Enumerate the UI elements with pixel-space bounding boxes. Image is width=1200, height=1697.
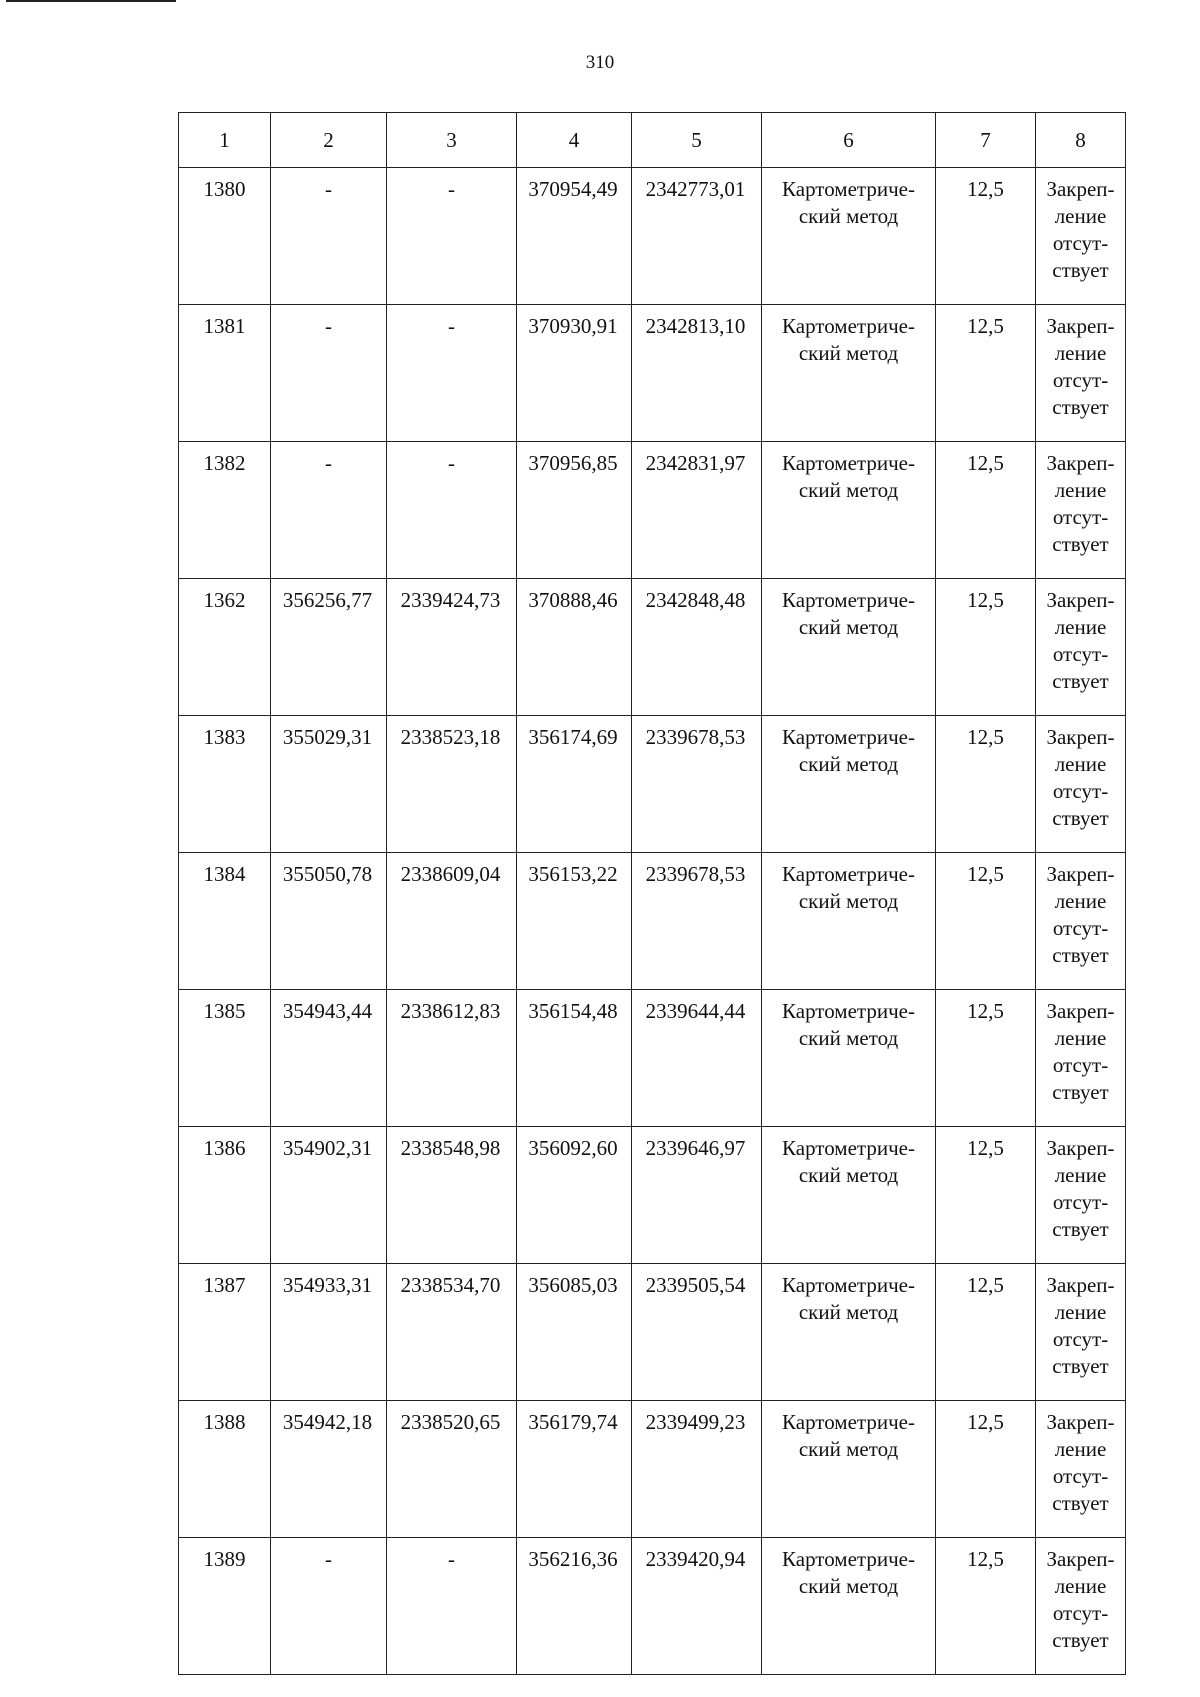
table-row: [179, 442, 1126, 579]
header-cell: 4: [517, 113, 632, 168]
old-x-cell: -: [271, 1538, 387, 1675]
accuracy-cell: 12,5: [936, 1127, 1036, 1264]
fixation-cell: [1036, 990, 1126, 1127]
old-x-cell: -: [271, 305, 387, 442]
old-y-cell: -: [387, 442, 517, 579]
table-row: [179, 1401, 1126, 1538]
table-body: [179, 113, 1126, 1675]
fixation-cell: [1036, 305, 1126, 442]
fixation-text: Закреп- ление отсут- ствует: [1046, 1410, 1115, 1515]
method-cell: [762, 990, 936, 1127]
accuracy-cell: 12,5: [936, 1538, 1036, 1675]
point-number-cell: 1380: [179, 168, 271, 305]
fixation-text: Закреп- ление отсут- ствует: [1046, 177, 1115, 282]
header-cell: 7: [936, 113, 1036, 168]
table-row: [179, 716, 1126, 853]
old-y-cell: 2338534,70: [387, 1264, 517, 1401]
method-text: Картометриче- ский метод: [782, 1547, 915, 1598]
method-text: Картометриче- ский метод: [782, 1273, 915, 1324]
fixation-text: Закреп- ление отсут- ствует: [1046, 725, 1115, 830]
top-rule: [6, 0, 176, 2]
method-text: Картометриче- ский метод: [782, 862, 915, 913]
accuracy-cell: 12,5: [936, 990, 1036, 1127]
old-x-cell: 355029,31: [271, 716, 387, 853]
accuracy-cell: 12,5: [936, 853, 1036, 990]
new-y-cell: 2342813,10: [632, 305, 762, 442]
point-number-cell: 1362: [179, 579, 271, 716]
fixation-text: Закреп- ление отсут- ствует: [1046, 862, 1115, 967]
accuracy-cell: 12,5: [936, 579, 1036, 716]
new-x-cell: 356174,69: [517, 716, 632, 853]
old-y-cell: -: [387, 168, 517, 305]
old-y-cell: 2338548,98: [387, 1127, 517, 1264]
new-x-cell: 356153,22: [517, 853, 632, 990]
method-cell: [762, 1127, 936, 1264]
fixation-text: Закреп- ление отсут- ствует: [1046, 588, 1115, 693]
old-x-cell: 354943,44: [271, 990, 387, 1127]
point-number-cell: 1383: [179, 716, 271, 853]
header-cell: 3: [387, 113, 517, 168]
new-y-cell: 2342831,97: [632, 442, 762, 579]
point-number-cell: 1384: [179, 853, 271, 990]
fixation-cell: [1036, 442, 1126, 579]
method-cell: [762, 1538, 936, 1675]
fixation-text: Закреп- ление отсут- ствует: [1046, 1136, 1115, 1241]
header-cell: 2: [271, 113, 387, 168]
new-x-cell: 356085,03: [517, 1264, 632, 1401]
table-row: [179, 990, 1126, 1127]
point-number-cell: 1389: [179, 1538, 271, 1675]
table-header-row: [179, 113, 1126, 168]
table-row: [179, 1264, 1126, 1401]
method-text: Картометриче- ский метод: [782, 314, 915, 365]
new-y-cell: 2339678,53: [632, 716, 762, 853]
new-y-cell: 2342848,48: [632, 579, 762, 716]
method-text: Картометриче- ский метод: [782, 725, 915, 776]
new-x-cell: 370888,46: [517, 579, 632, 716]
fixation-text: Закреп- ление отсут- ствует: [1046, 451, 1115, 556]
point-number-cell: 1382: [179, 442, 271, 579]
old-x-cell: 354942,18: [271, 1401, 387, 1538]
method-cell: [762, 716, 936, 853]
new-x-cell: 370956,85: [517, 442, 632, 579]
fixation-text: Закреп- ление отсут- ствует: [1046, 999, 1115, 1104]
method-text: Картометриче- ский метод: [782, 177, 915, 228]
point-number-cell: 1381: [179, 305, 271, 442]
fixation-cell: [1036, 1264, 1126, 1401]
fixation-text: Закреп- ление отсут- ствует: [1046, 1273, 1115, 1378]
old-y-cell: 2338612,83: [387, 990, 517, 1127]
old-x-cell: -: [271, 168, 387, 305]
method-text: Картометриче- ский метод: [782, 451, 915, 502]
header-cell: 5: [632, 113, 762, 168]
old-y-cell: -: [387, 1538, 517, 1675]
fixation-cell: [1036, 1401, 1126, 1538]
fixation-text: Закреп- ление отсут- ствует: [1046, 314, 1115, 419]
accuracy-cell: 12,5: [936, 168, 1036, 305]
method-text: Картометриче- ский метод: [782, 1136, 915, 1187]
new-y-cell: 2339644,44: [632, 990, 762, 1127]
method-text: Картометриче- ский метод: [782, 1410, 915, 1461]
method-text: Картометриче- ский метод: [782, 588, 915, 639]
new-x-cell: 370954,49: [517, 168, 632, 305]
table-row: [179, 1538, 1126, 1675]
point-number-cell: 1386: [179, 1127, 271, 1264]
method-cell: [762, 168, 936, 305]
old-x-cell: 354902,31: [271, 1127, 387, 1264]
accuracy-cell: 12,5: [936, 442, 1036, 579]
method-cell: [762, 1264, 936, 1401]
old-x-cell: -: [271, 442, 387, 579]
header-cell: 6: [762, 113, 936, 168]
accuracy-cell: 12,5: [936, 716, 1036, 853]
fixation-text: Закреп- ление отсут- ствует: [1046, 1547, 1115, 1652]
new-x-cell: 370930,91: [517, 305, 632, 442]
old-x-cell: 356256,77: [271, 579, 387, 716]
header-cell: 1: [179, 113, 271, 168]
old-x-cell: 355050,78: [271, 853, 387, 990]
point-number-cell: 1385: [179, 990, 271, 1127]
new-y-cell: 2339505,54: [632, 1264, 762, 1401]
fixation-cell: [1036, 1127, 1126, 1264]
accuracy-cell: 12,5: [936, 305, 1036, 442]
point-number-cell: 1388: [179, 1401, 271, 1538]
old-y-cell: 2338520,65: [387, 1401, 517, 1538]
method-cell: [762, 853, 936, 990]
fixation-cell: [1036, 716, 1126, 853]
new-x-cell: 356179,74: [517, 1401, 632, 1538]
table-row: [179, 579, 1126, 716]
table-row: [179, 853, 1126, 990]
fixation-cell: [1036, 579, 1126, 716]
table-row: [179, 1127, 1126, 1264]
old-y-cell: 2338523,18: [387, 716, 517, 853]
point-number-cell: 1387: [179, 1264, 271, 1401]
header-cell: 8: [1036, 113, 1126, 168]
table-row: [179, 168, 1126, 305]
new-x-cell: 356154,48: [517, 990, 632, 1127]
old-y-cell: -: [387, 305, 517, 442]
new-y-cell: 2342773,01: [632, 168, 762, 305]
page-number: 310: [585, 52, 615, 73]
old-x-cell: 354933,31: [271, 1264, 387, 1401]
new-x-cell: 356216,36: [517, 1538, 632, 1675]
new-y-cell: 2339499,23: [632, 1401, 762, 1538]
method-cell: [762, 305, 936, 442]
new-y-cell: 2339420,94: [632, 1538, 762, 1675]
new-x-cell: 356092,60: [517, 1127, 632, 1264]
method-text: Картометриче- ский метод: [782, 999, 915, 1050]
accuracy-cell: 12,5: [936, 1401, 1036, 1538]
method-cell: [762, 579, 936, 716]
new-y-cell: 2339678,53: [632, 853, 762, 990]
fixation-cell: [1036, 168, 1126, 305]
table-row: [179, 305, 1126, 442]
old-y-cell: 2339424,73: [387, 579, 517, 716]
fixation-cell: [1036, 1538, 1126, 1675]
accuracy-cell: 12,5: [936, 1264, 1036, 1401]
coordinates-table: [178, 112, 1126, 1675]
new-y-cell: 2339646,97: [632, 1127, 762, 1264]
old-y-cell: 2338609,04: [387, 853, 517, 990]
method-cell: [762, 442, 936, 579]
fixation-cell: [1036, 853, 1126, 990]
method-cell: [762, 1401, 936, 1538]
